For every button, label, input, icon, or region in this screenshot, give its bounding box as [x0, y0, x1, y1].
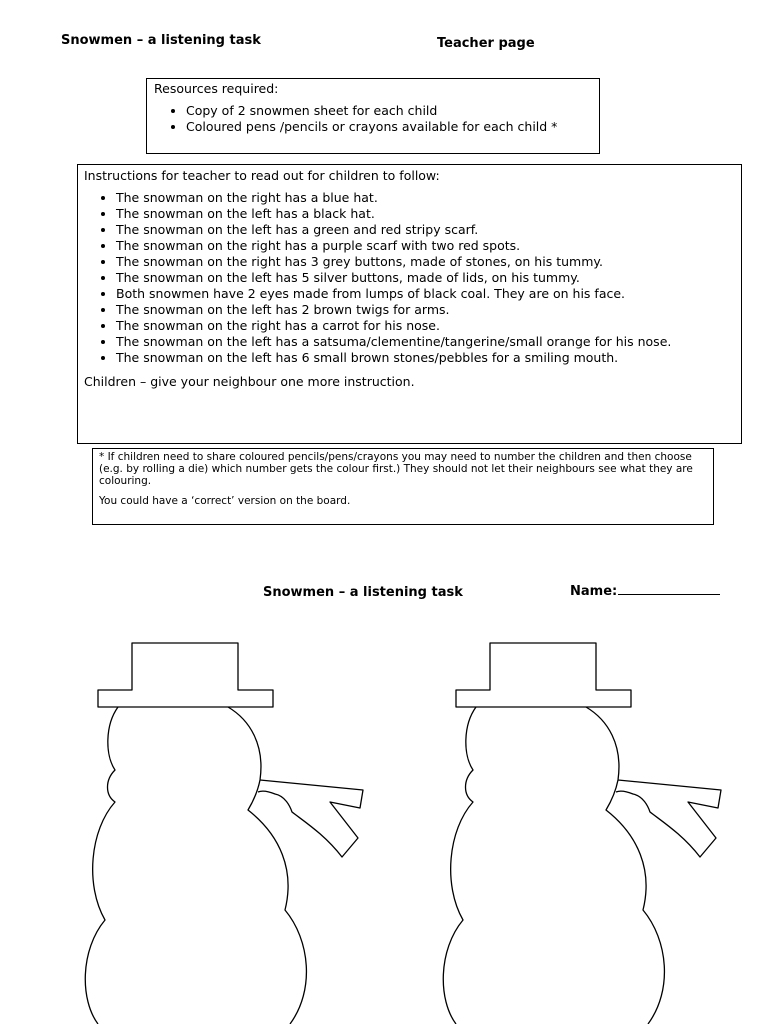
snowman-outline-left — [80, 630, 380, 1024]
teacher-page-label: Teacher page — [437, 36, 535, 51]
resources-item: • Coloured pens /pencils or crayons available for each child * — [186, 119, 592, 135]
instructions-box — [77, 164, 742, 444]
note-paragraph: * If children need to share coloured pencils/pens/crayons you may need to number the children and then choose (e.g. by rolling a die) which number gets the colour first.) They should not let their neighbours see what they are colouring. — [99, 451, 693, 487]
snowman-scarf — [258, 780, 363, 857]
instruction-item: • The snowman on the right has 3 grey buttons, made of stones, on his tummy. — [116, 254, 735, 270]
instructions-closing: Children – give your neighbour one more instruction. — [84, 374, 415, 389]
name-blank-line — [618, 594, 720, 595]
snowman-outline-right — [438, 630, 738, 1024]
note-paragraph: You could have a ‘correct’ version on the board. — [99, 495, 351, 507]
instruction-item: • The snowman on the left has a green and red stripy scarf. — [116, 222, 735, 238]
resources-item: • Copy of 2 snowmen sheet for each child — [186, 103, 592, 119]
instructions-heading: Instructions for teacher to read out for children to follow: — [84, 168, 440, 183]
worksheet-title: Snowmen – a listening task — [263, 585, 463, 600]
snowman-body — [85, 707, 306, 1024]
instruction-item: • The snowman on the left has a black hat. — [116, 206, 735, 222]
note-box — [92, 448, 714, 525]
page-title: Snowmen – a listening task — [61, 33, 261, 48]
instruction-item: • The snowman on the left has 2 brown twigs for arms. — [116, 302, 735, 318]
instruction-item: • Both snowmen have 2 eyes made from lumps of black coal. They are on his face. — [116, 286, 735, 302]
name-field — [570, 584, 720, 599]
resources-box — [146, 78, 600, 154]
snowman-hat — [456, 643, 631, 707]
instruction-item: • The snowman on the right has a carrot for his nose. — [116, 318, 735, 334]
snowman-body — [443, 707, 664, 1024]
instructions-list — [84, 190, 735, 366]
instruction-item: • The snowman on the right has a blue hat. — [116, 190, 735, 206]
instruction-item: • The snowman on the right has a purple scarf with two red spots. — [116, 238, 735, 254]
resources-heading: Resources required: — [154, 81, 279, 96]
name-label: Name: — [570, 584, 618, 599]
resources-list — [154, 103, 592, 135]
instruction-item: • The snowman on the left has 5 silver buttons, made of lids, on his tummy. — [116, 270, 735, 286]
snowman-scarf — [616, 780, 721, 857]
instruction-item: • The snowman on the left has 6 small brown stones/pebbles for a smiling mouth. — [116, 350, 735, 366]
instruction-item: • The snowman on the left has a satsuma/clementine/tangerine/small orange for his nose. — [116, 334, 735, 350]
snowman-hat — [98, 643, 273, 707]
